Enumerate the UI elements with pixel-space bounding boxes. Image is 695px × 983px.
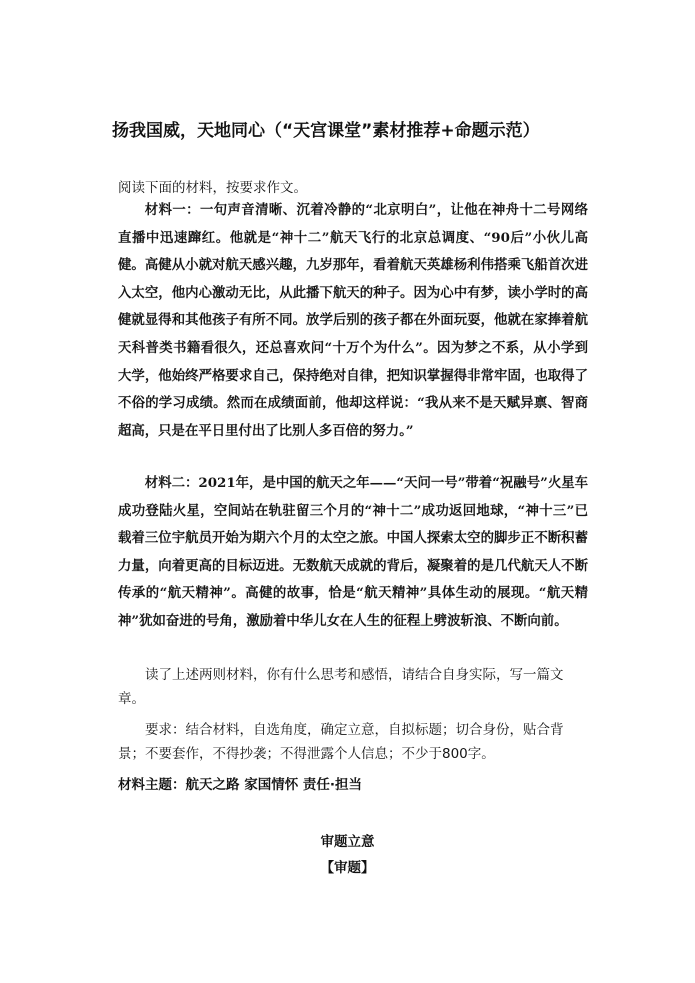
writing-requirements: 要求：结合材料，自选角度，确定立意，自拟标题；切合身份，贴合背景；不要套作，不得抄袭；不得泄露个人信息；不少于800字。 <box>118 722 564 762</box>
section-heading: 审题立意 <box>320 834 375 850</box>
document-title: 扬我国威，天地同心（“天宫课堂”素材推荐+命题示范） <box>112 121 540 141</box>
writing-prompt: 读了上述两则材料，你有什么思考和感悟，请结合自身实际，写一篇文章。 <box>118 667 564 707</box>
subsection-heading: 【审题】 <box>320 860 375 876</box>
material-two-paragraph: 材料二：2021年，是中国的航天之年——“天问一号”带着“祝融号”火星车成功登陆火星，空间站在轨驻留三个月的“神十二”成功返回地球，“神十三”已载着三位宇航员开始为期六个月的太空之旅。中国人探索太空的脚步正不断积蓄力量，向着更高的目标迈进。无数航天成就的背后，凝聚着的是几代航天人不断传承的“航天精神”。高健的故事，恰是“航天精神”具体生动的展现。“航天精神”犹如奋进的号角，激励着中华儿女在人生的征程上劈波斩浪、不断向前。 <box>118 475 588 629</box>
material-theme: 材料主题：航天之路 家国情怀 责任·担当 <box>118 777 363 793</box>
task-intro: 阅读下面的材料，按要求作文。 <box>118 180 307 196</box>
material-one-paragraph: 材料一：一句声音清晰、沉着冷静的“北京明白”，让他在神舟十二号网络直播中迅速蹿红。他就是“神十二”航天飞行的北京总调度、“90后”小伙儿高健。高健从小就对航天感兴趣，九岁那年，看着航天英雄杨利伟搭乘飞船首次进入太空，他内心激动无比，从此播下航天的种子。因为心中有梦，读小学时的高健就显得和其他孩子有所不同。放学后别的孩子都在外面玩耍，他就在家捧着航天科普类书籍看很久，还总喜欢问“十万个为什么”。因为梦之不系，从小学到大学，他始终严格要求自己，保持绝对自律，把知识掌握得非常牢固，也取得了不俗的学习成绩。然而在成绩面前，他却这样说：“我从来不是天赋异禀、智商超高，只是在平日里付出了比别人多百倍的努力。” <box>118 202 588 439</box>
